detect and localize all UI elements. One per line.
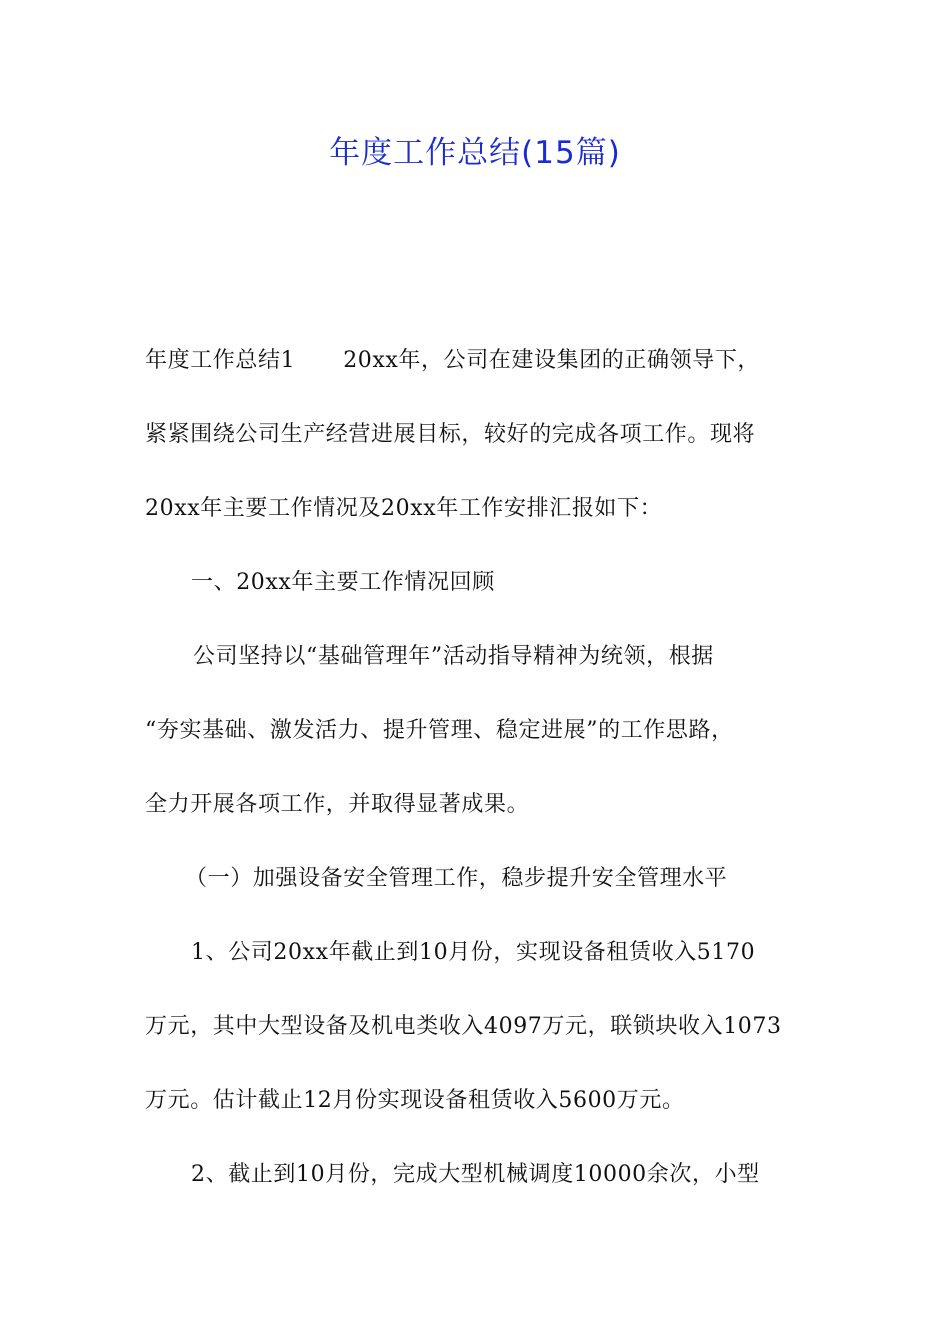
document-title: 年度工作总结(15篇) (329, 135, 621, 171)
paragraph-line: 万元。估计截止12月份实现设备租赁收入5600万元。 (145, 1088, 685, 1113)
paragraph-text: 20xx年，公司在建设集团的正确领导下， (343, 348, 761, 373)
subsection-heading: （一）加强设备安全管理工作，稳步提升安全管理水平 (185, 866, 728, 891)
paragraph-line: 1、公司20xx年截止到10月份，实现设备租赁收入5170 (191, 940, 756, 965)
paragraph-line: “夯实基础、激发活力、提升管理、稳定进展”的工作思路， (145, 718, 734, 743)
paragraph-line (145, 336, 815, 410)
paragraph-line: 万元，其中大型设备及机电类收入4097万元，联锁块收入1073 (145, 1014, 782, 1039)
paragraph-line: 全力开展各项工作，并取得显著成果。 (145, 792, 530, 817)
paragraph-line: 20xx年主要工作情况及20xx年工作安排汇报如下： (145, 496, 663, 521)
document-body (145, 336, 815, 1224)
paragraph-line: 公司坚持以“基础管理年”活动指导精神为统领，根据 (193, 644, 714, 669)
section-heading: 一、20xx年主要工作情况回顾 (191, 570, 495, 595)
section-label: 年度工作总结1 (145, 348, 296, 373)
paragraph-line: 2、截止到10月份，完成大型机械调度10000余次，小型 (191, 1162, 760, 1187)
paragraph-line: 紧紧围绕公司生产经营进展目标，较好的完成各项工作。现将 (145, 422, 756, 447)
